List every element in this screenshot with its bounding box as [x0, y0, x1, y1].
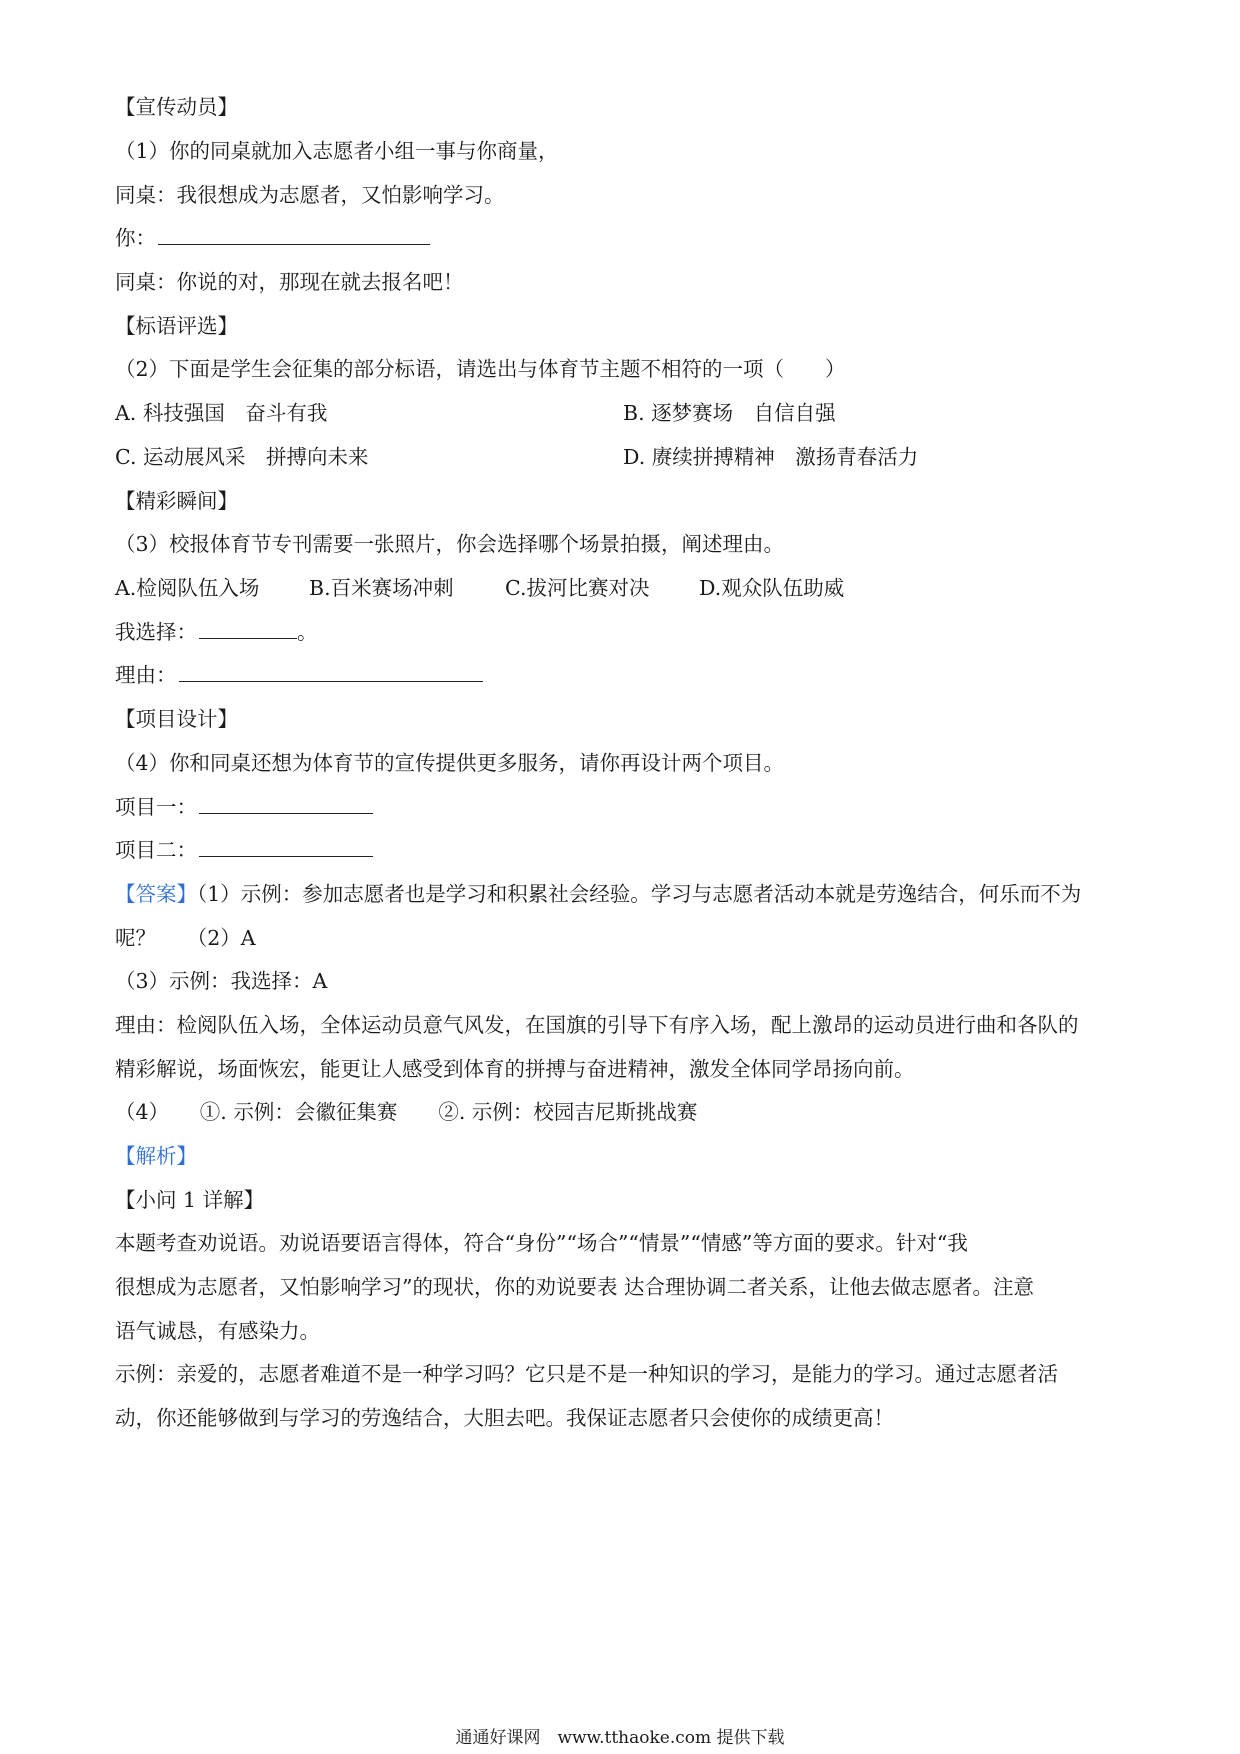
q3-choose-period: 。 — [297, 620, 318, 644]
analysis-subheading-1: 【小问 1 详解】 — [115, 1188, 265, 1212]
q3-reason-row — [115, 661, 483, 689]
q1-stem: （1）你的同桌就加入志愿者小组一事与你商量， — [115, 139, 559, 163]
q1-answer-blank[interactable] — [158, 224, 430, 245]
q3-option-a[interactable]: A.检阅队伍入场 — [115, 576, 260, 600]
q3-choose-row — [115, 618, 318, 646]
section-heading-moments: 【精彩瞬间】 — [115, 489, 238, 513]
section-heading-propaganda: 【宣传动员】 — [115, 95, 238, 119]
answer-line-5: 精彩解说，场面恢宏，能更让人感受到体育的拼搏与奋进精神，激发全体同学昂扬向前。 — [115, 1057, 915, 1081]
q3-option-b[interactable]: B.百米赛场冲刺 — [309, 576, 454, 600]
section-heading-slogan: 【标语评选】 — [115, 314, 238, 338]
q3-choose-blank[interactable] — [199, 618, 297, 639]
q3-option-c[interactable]: C.拔河比赛对决 — [505, 576, 650, 600]
answer-line-3: （3）示例：我选择：A — [115, 969, 328, 993]
q2-option-c[interactable]: C. 运动展风采 拼搏向未来 — [115, 445, 369, 469]
q4-item1-label: 项目一： — [115, 795, 197, 819]
analysis-example-line-1: 示例：亲爱的，志愿者难道不是一种学习吗？它只是不是一种知识的学习，是能力的学习。通过志愿者活 — [115, 1362, 1058, 1386]
q4-stem: （4）你和同桌还想为体育节的宣传提供更多服务，请你再设计两个项目。 — [115, 751, 785, 775]
q1-you-label: 你： — [115, 226, 156, 250]
q4-item2-blank[interactable] — [199, 836, 373, 857]
analysis-paragraph-line-1: 本题考查劝说语。劝说语要语言得体，符合“身份”“场合”“情景”“情感”等方面的要求。针对“我 — [115, 1231, 968, 1255]
q4-item1-blank[interactable] — [199, 793, 373, 814]
q4-item2-row — [115, 836, 373, 864]
answer-line-6: （4） ①. 示例：会徽征集赛 ②. 示例：校园吉尼斯挑战赛 — [115, 1100, 698, 1124]
q1-answer-row — [115, 224, 430, 252]
q2-option-d[interactable]: D. 赓续拼搏精神 激扬青春活力 — [623, 445, 919, 469]
q3-reason-blank[interactable] — [179, 661, 483, 682]
answer-tag: 【答案】 — [115, 882, 197, 906]
answer-text-1: （1）示例：参加志愿者也是学习和积累社会经验。学习与志愿者活动本就是劳逸结合，何乐而不为 — [197, 882, 1082, 906]
q3-reason-label: 理由： — [115, 663, 177, 687]
section-heading-project: 【项目设计】 — [115, 707, 238, 731]
analysis-example-line-2: 动，你还能够做到与学习的劳逸结合，大胆去吧。我保证志愿者只会使你的成绩更高！ — [115, 1406, 894, 1430]
q2-option-row-1 — [115, 399, 836, 427]
q2-stem: （2）下面是学生会征集的部分标语，请选出与体育节主题不相符的一项（ ） — [115, 357, 846, 381]
q1-dialog-deskmate-1: 同桌：我很想成为志愿者，又怕影响学习。 — [115, 183, 505, 207]
analysis-tag: 【解析】 — [115, 1144, 197, 1168]
q2-option-row-2 — [115, 443, 918, 471]
q1-dialog-deskmate-2: 同桌：你说的对，那现在就去报名吧！ — [115, 270, 464, 294]
answer-line-1 — [115, 880, 1081, 908]
q3-stem: （3）校报体育节专刊需要一张照片，你会选择哪个场景拍摄，阐述理由。 — [115, 532, 785, 556]
q2-option-a[interactable]: A. 科技强国 奋斗有我 — [115, 401, 328, 425]
q3-options-row — [115, 574, 844, 602]
q2-option-b[interactable]: B. 逐梦赛场 自信自强 — [623, 401, 836, 425]
analysis-paragraph-line-3: 语气诚恳，有感染力。 — [115, 1319, 320, 1343]
page-footer: 通通好课网 www.tthaoke.com 提供下载 — [455, 1728, 785, 1748]
analysis-paragraph-line-2: 很想成为志愿者，又怕影响学习”的现状，你的劝说要表 达合理协调二者关系，让他去做志愿者。注意 — [115, 1275, 1034, 1299]
q3-option-d[interactable]: D.观众队伍助威 — [699, 576, 845, 600]
q4-item2-label: 项目二： — [115, 838, 197, 862]
answer-line-4: 理由：检阅队伍入场，全体运动员意气风发，在国旗的引导下有序入场，配上激昂的运动员进行曲和各队的 — [115, 1013, 1079, 1037]
answer-line-2: 呢？ （2）A — [115, 926, 256, 950]
q4-item1-row — [115, 793, 373, 821]
q3-choose-label: 我选择： — [115, 620, 197, 644]
